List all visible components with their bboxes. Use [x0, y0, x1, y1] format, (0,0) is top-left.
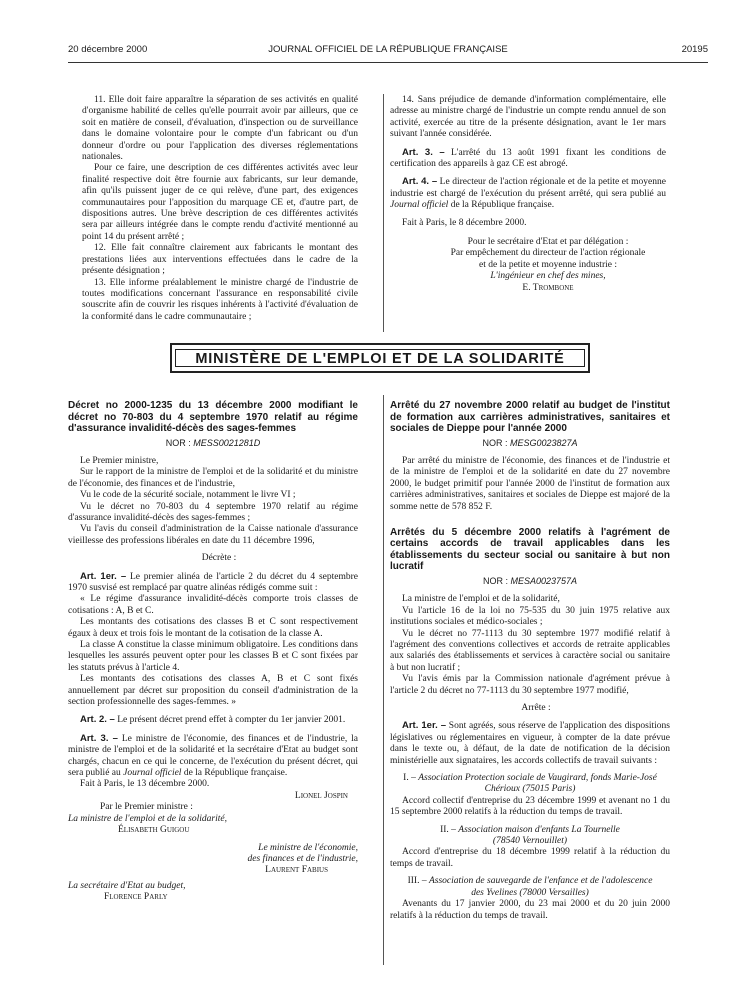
decree-title: Décret no 2000-1235 du 13 décembre 2000 modifiant le décret no 70-803 du 4 septembre 1970 relatif au régime d'assurance invalidité-décès des sages-femmes	[68, 400, 358, 434]
decree-report: Sur le rapport de la ministre de l'emploi et de la solidarité et du ministre de l'économie, des finances et de l'industrie,	[68, 467, 358, 489]
decree-vu-3: Vu l'avis du conseil d'administration de la Caisse nationale d'assurance vieillesse des professions libérales en date du 11 décembre 1996,	[68, 524, 358, 546]
paragraph-14: 14. Sans préjudice de demande d'information complémentaire, elle adresse au ministre chargé de l'industrie un compte rendu annuel de son activité, exercée au titre de la présente désignation, avant le 1er mars suivant l'année considérée.	[390, 95, 666, 140]
page-header	[68, 44, 708, 60]
decree-quote-1: « Le régime d'assurance invalidité-décès comporte trois classes de cotisations : A, B et C.	[68, 594, 358, 616]
paragraph-13: 13. Elle informe préalablement le ministre chargé de l'industrie de toutes modifications concernant l'assurance en responsabilité civile souscrite afin de couvrir les risques inhérents à l'activité d'évaluation de la conformité dans le cadre communautaire ;	[82, 277, 358, 322]
arretes-agrement-nor: NOR : MESA0023757A	[482, 575, 578, 586]
arrete-budget-body: Par arrêté du ministre de l'économie, des finances et de l'industrie et de la ministre de l'emploi et de la solidarité en date du 27 novembre 2000, le budget primitif pour l'année 2000 de l'institut de formation aux carrières administratives, sanitaires et sociales de Dieppe est majoré de la somme nette de 578 852 F.	[390, 455, 670, 512]
signature-guigou: Élisabeth Guigou	[118, 825, 190, 836]
header-date: 20 décembre 2000	[68, 44, 148, 55]
header-rule	[68, 62, 708, 63]
section-1-text: Accord collectif d'entreprise du 23 décembre 1999 et avenant no 1 du 15 septembre 2000 relatifs à la réduction du temps de travail.	[390, 795, 670, 818]
decree-vu-1: Vu le code de la sécurité sociale, notamment le livre VI ;	[80, 490, 296, 501]
arretes-agrement-title: Arrêtés du 5 décembre 2000 relatifs à l'agrément de certains accords de travail applicables dans les établissements du secteur social ou sanitaire à but non lucratif	[390, 526, 670, 573]
decree-prime-minister: Le Premier ministre,	[80, 455, 159, 466]
agrement-vu-1: Vu l'article 16 de la loi no 75-535 du 30 juin 1975 relative aux institutions sociales et médico-sociales ;	[390, 605, 670, 628]
signature-parly: Florence Parly	[104, 892, 168, 903]
section-3-heading-place: des Yvelines (78000 Versailles)	[471, 887, 589, 898]
bottom-column-divider	[383, 395, 384, 965]
paragraph-12: 12. Elle fait connaître clairement aux fabricants le montant des prestations liées aux interventions effectuées dans le cadre de la présente désignation ;	[82, 243, 358, 277]
section-3-heading: III. – Association de sauvegarde de l'enfance et de l'adolescence	[407, 876, 653, 887]
decree-nor: NOR : MESS0021281D	[165, 437, 261, 448]
section-2-heading: II. – Association maison d'enfants La Tournelle	[440, 824, 620, 835]
signature-block-top: Pour le secrétaire d'Etat et par délégation : Par empêchement du directeur de l'action régionale et de la petite et moyenne industrie : L'ingénieur en chef des mines, E. Trombone	[450, 237, 646, 293]
header-journal: JOURNAL OFFICIEL DE LA RÉPUBLIQUE FRANÇAISE	[268, 44, 508, 55]
par-premier-ministre: Par le Premier ministre :	[100, 802, 193, 813]
signature-jospin: Lionel Jospin	[294, 790, 348, 801]
top-left-column	[82, 95, 358, 323]
section-3-text: Avenants du 17 janvier 2000, du 23 mai 2000 et du 20 juin 2000 relatifs à la réduction du temps de travail.	[390, 899, 670, 921]
decree-date-signed: Fait à Paris, le 13 décembre 2000.	[80, 779, 210, 790]
arrete-budget-nor: NOR : MESG0023827A	[482, 437, 578, 448]
agrement-vu-2: Vu le décret no 77-1113 du 30 septembre 1977 modifié relatif à l'agrément des conventions collectives et accords de retraite applicables aux salariés des établissements et services à caractère social ou sanitaire à but non lucratif ;	[390, 628, 670, 673]
top-right-column	[390, 95, 666, 294]
decree-vu-2: Vu le décret no 70-803 du 4 septembre 1970 relatif au régime d'assurance invalidité-décès des sages-femmes ;	[68, 501, 358, 523]
secretaire-budget: La secrétaire d'Etat au budget,	[68, 880, 186, 891]
bottom-left-column	[68, 400, 358, 904]
section-2-text: Accord d'entreprise du 18 décembre 1999 relatif à la réduction du temps de travail.	[390, 847, 670, 869]
top-column-divider	[383, 94, 384, 332]
decree-article-1: Art. 1er. – Le premier alinéa de l'article 2 du décret du 4 septembre 1970 susvisé est remplacé par quatre alinéas rédigés comme suit :	[68, 570, 358, 593]
ministry-title: MINISTÈRE DE L'EMPLOI ET DE LA SOLIDARITÉ	[195, 351, 565, 367]
ministry-banner	[170, 343, 590, 373]
section-2-heading-place: (78540 Vernouillet)	[492, 836, 568, 847]
date-signed-top: Fait à Paris, le 8 décembre 2000.	[402, 217, 527, 228]
decree-quote-2: Les montants des cotisations des classes B et C sont respectivement égaux à deux et trois fois le montant de la cotisation de la classe A.	[68, 617, 358, 639]
ministre-economie-2: des finances et de l'industrie,	[247, 853, 358, 864]
agrement-article-1: Art. 1er. – Sont agréés, sous réserve de l'application des dispositions législatives ou réglementaires en vigueur, à compter de la date prévue dans le texte ou, à défaut, de la date de notification de la décision ministérielle aux signataires, les accords collectifs de travail suivants :	[390, 720, 670, 766]
decree-article-3: Art. 3. – Le ministre de l'économie, des finances et de l'industrie, la ministre de l'emploi et de la solidarité et la secrétaire d'Etat au budget sont chargés, chacun en ce qui le concerne, de l'exécution du présent décret, qui sera publié au Journal officiel de la République française.	[68, 732, 358, 779]
agrement-vu-3: Vu l'avis émis par la Commission nationale d'agrément prévue à l'article 2 du décret no 77-1113 du 30 septembre 1977 modifié,	[390, 674, 670, 696]
ministre-emploi: La ministre de l'emploi et de la solidarité,	[68, 813, 227, 824]
decree-quote-4: Les montants des cotisations des classes A, B et C sont fixés annuellement par décret sur proposition du conseil d'administration de la section professionnelle des sages-femmes. »	[68, 674, 358, 708]
paragraph-11-continued: Pour ce faire, une description de ces différentes activités avec leur finalité respective doit être fournie aux fabricants, sur leur demande, afin qu'ils puissent juger de ce qui relève, d'une part, des exigences communautaires pour l'apposition du marquage CE et, d'autre part, de dispositions autres. Une brève description de ces différentes activités sera par ailleurs intégrée dans le compte rendu d'activité mentionné au point 14 du présent arrêté ;	[82, 163, 358, 242]
signature-fabius: Laurent Fabius	[265, 865, 328, 876]
article-3-top: Art. 3. – L'arrêté du 13 août 1991 fixant les conditions de certification des appareils à gaz CE est abrogé.	[390, 146, 666, 170]
article-4-top: Art. 4. – Le directeur de l'action régionale et de la petite et moyenne industrie est chargé de l'exécution du présent arrêté, qui sera publié au Journal officiel de la République française.	[390, 176, 666, 211]
header-page-number: 20195	[681, 44, 708, 55]
decree-decrete: Décrète :	[201, 553, 237, 564]
decree-article-2: Art. 2. – Le présent décret prend effet à compter du 1er janvier 2001.	[80, 714, 346, 726]
agrement-ministre: La ministre de l'emploi et de la solidarité,	[402, 594, 560, 605]
section-1-heading: I. – Association Protection sociale de Vaugirard, fonds Marie-José Chérioux (75015 Paris)	[403, 773, 657, 795]
decree-quote-3: La classe A constitue la classe minimum obligatoire. Les conditions dans lesquelles les assurés peuvent opter pour les classes B et C sont fixées par les statuts prévus à l'article 4.	[68, 640, 358, 673]
agrement-arrete: Arrête :	[521, 703, 551, 713]
ministre-economie-1: Le ministre de l'économie,	[258, 842, 358, 853]
bottom-right-column	[390, 400, 670, 922]
arrete-budget-title: Arrêté du 27 novembre 2000 relatif au budget de l'institut de formation aux carrières administratives, sanitaires et sociales de Dieppe pour l'année 2000	[390, 400, 670, 434]
paragraph-11: 11. Elle doit faire apparaître la séparation de ses activités en qualité d'organisme habilité de celles qu'elle pourrait avoir par ailleurs, que ce soit en matière de conseil, d'évaluation, d'inspection ou de surveillance dans le domaine volontaire pour le compte d'un fabricant ou d'un donneur d'ordre ou pour l'application des diverses réglementations nationales.	[82, 95, 358, 163]
